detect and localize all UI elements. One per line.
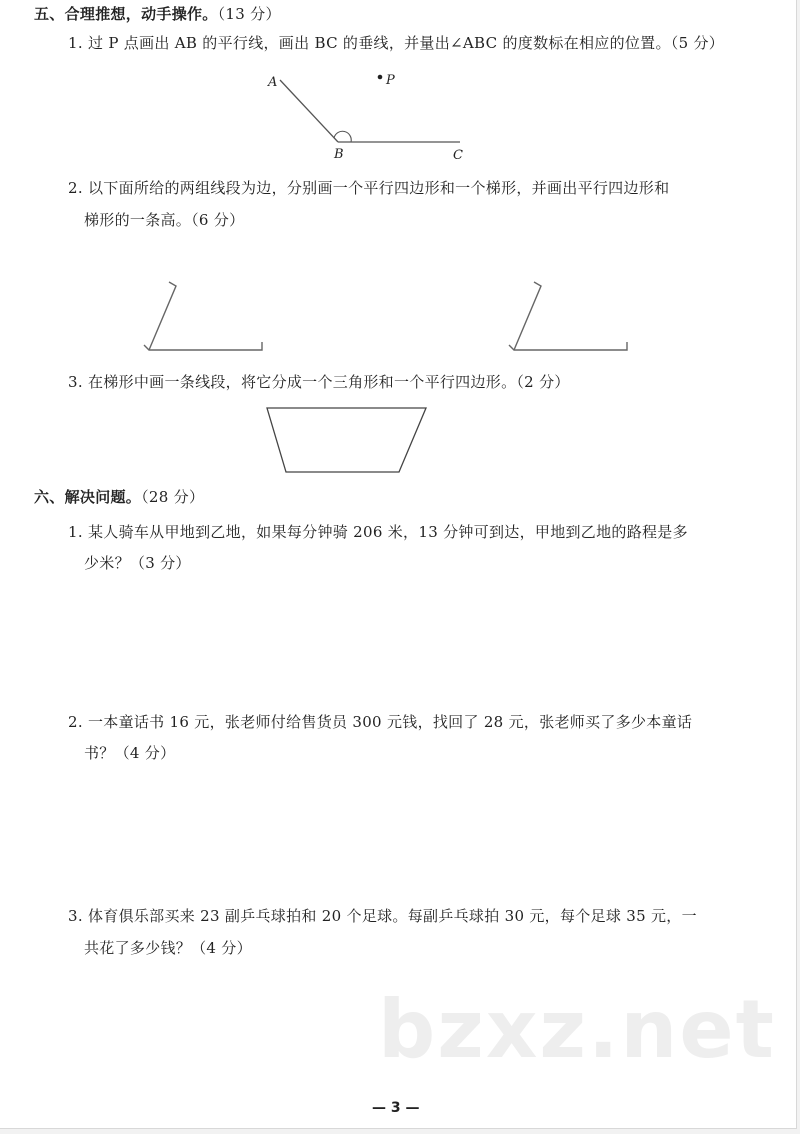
section-6-heading bbox=[34, 487, 204, 507]
page-number: — 3 — bbox=[372, 1100, 420, 1116]
question-6-3-line1: 3. 体育俱乐部买来 23 副乒乓球拍和 20 个足球。每副乒乓球拍 30 元，每个足球 35 元，一 bbox=[68, 907, 697, 925]
label-a: A bbox=[268, 75, 278, 90]
question-6-1-line2: 少米？（3 分） bbox=[84, 554, 191, 572]
label-b: B bbox=[334, 147, 344, 162]
question-6-1-line1: 1. 某人骑车从甲地到乙地，如果每分钟骑 206 米，13 分钟可到达，甲地到乙地的路程是多 bbox=[68, 523, 688, 541]
trapezoid-figure bbox=[260, 400, 440, 480]
question-5-3-text: 3. 在梯形中画一条线段，将它分成一个三角形和一个平行四边形。（2 分） bbox=[68, 373, 570, 391]
watermark: bzxz.net bbox=[378, 983, 776, 1076]
section-5-title: 五、合理推想，动手操作。 bbox=[34, 5, 218, 23]
segment-pair-right bbox=[505, 278, 635, 358]
question-5-2-line2: 梯形的一条高。（6 分） bbox=[84, 211, 245, 229]
question-6-3-line2: 共花了多少钱？（4 分） bbox=[84, 939, 252, 957]
label-p: P bbox=[386, 73, 395, 88]
section-5-heading bbox=[34, 4, 281, 24]
question-6-2-line1: 2. 一本童话书 16 元，张老师付给售货员 300 元钱，找回了 28 元，张老师买了多少本童话 bbox=[68, 713, 693, 731]
label-c: C bbox=[453, 148, 463, 163]
question-6-2-line2: 书？（4 分） bbox=[84, 744, 176, 762]
section-6-title: 六、解决问题。 bbox=[34, 488, 142, 506]
question-5-2-line1: 2. 以下面所给的两组线段为边，分别画一个平行四边形和一个梯形，并画出平行四边形和 bbox=[68, 179, 670, 197]
question-5-1-text: 1. 过 P 点画出 AB 的平行线，画出 BC 的垂线，并量出∠ABC 的度数标在相应的位置。（5 分） bbox=[68, 34, 725, 52]
segment-pair-left bbox=[140, 278, 270, 358]
section-5-points: （13 分） bbox=[217, 5, 281, 23]
angle-abc-figure bbox=[250, 60, 500, 170]
section-6-points: （28 分） bbox=[141, 488, 205, 506]
